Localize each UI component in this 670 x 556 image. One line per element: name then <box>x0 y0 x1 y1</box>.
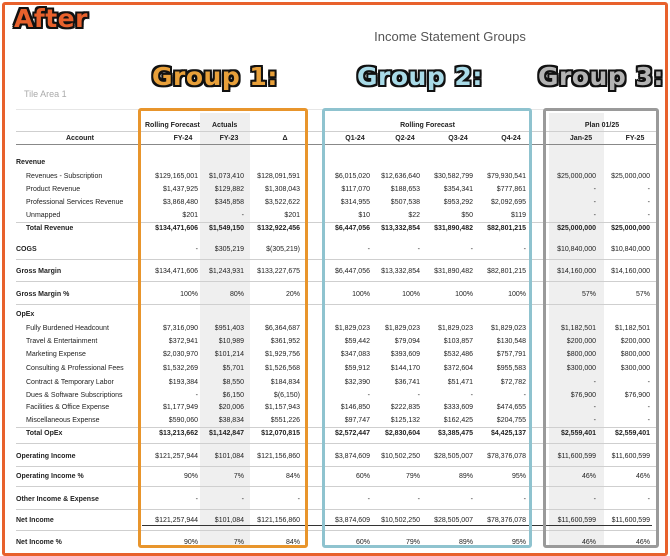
cell-value: 100% <box>455 291 473 298</box>
cell-value: $6,015,020 <box>334 173 370 180</box>
header-column: FY-24 <box>173 135 193 142</box>
cell-value: $1,526,568 <box>264 365 300 372</box>
cell-value: $1,182,501 <box>560 325 596 332</box>
cell-value: 100% <box>402 291 420 298</box>
cell-value: $31,890,482 <box>434 268 473 275</box>
header-actuals: Actuals <box>212 122 238 129</box>
cell-value: $25,000,000 <box>557 225 596 232</box>
row-label: Net Income % <box>16 539 62 546</box>
header-rolling-forecast: Rolling Forecast <box>145 122 200 129</box>
cell-value: $2,559,401 <box>614 430 650 437</box>
cell-value: $532,486 <box>443 351 473 358</box>
cell-value: $121,156,860 <box>257 453 300 460</box>
cell-value: $6,447,056 <box>334 268 370 275</box>
cell-value: $590,060 <box>168 417 198 424</box>
cell-value: - <box>593 212 596 219</box>
cell-value: $78,376,078 <box>487 453 526 460</box>
cell-value: $333,609 <box>443 404 473 411</box>
cell-value: $51,471 <box>447 379 473 386</box>
cell-value: $372,941 <box>168 338 198 345</box>
cell-value: $72,782 <box>500 379 526 386</box>
cell-value: 79% <box>405 473 420 480</box>
cell-value: - <box>647 212 650 219</box>
cell-value: 46% <box>635 539 650 546</box>
cell-value: $4,425,137 <box>490 430 526 437</box>
header-column: Jan-25 <box>569 135 593 142</box>
cell-value: 90% <box>183 539 198 546</box>
cell-value: $300,000 <box>620 365 650 372</box>
cell-value: - <box>367 392 370 399</box>
cell-value: $1,549,150 <box>208 225 244 232</box>
tile-area-label[interactable]: Tile Area 1 <box>24 89 67 99</box>
row-label: Total OpEx <box>26 430 63 437</box>
cell-value: 90% <box>183 473 198 480</box>
cell-value: 20% <box>285 291 300 298</box>
cell-value: $30,582,799 <box>434 173 473 180</box>
row-label: Travel & Entertainment <box>26 338 98 345</box>
cell-value: $11,600,599 <box>611 453 650 460</box>
cell-value: $97,747 <box>344 417 370 424</box>
cell-value: $144,170 <box>390 365 420 372</box>
cell-value: $204,755 <box>496 417 526 424</box>
cell-value: $129,882 <box>214 186 244 193</box>
cell-value: $130,548 <box>496 338 526 345</box>
cell-value: $193,384 <box>168 379 198 386</box>
header-column: FY-23 <box>219 135 239 142</box>
cell-value: $13,332,854 <box>381 268 420 275</box>
cell-value: $25,000,000 <box>557 173 596 180</box>
cell-value: - <box>241 212 244 219</box>
row-label: Marketing Expense <box>26 351 86 358</box>
cell-value: $1,929,756 <box>264 351 300 358</box>
cell-value: - <box>647 417 650 424</box>
cell-value: 100% <box>352 291 370 298</box>
cell-value: $10,502,250 <box>381 453 420 460</box>
group-2-highlight-box <box>322 108 532 548</box>
cell-value: $25,000,000 <box>611 173 650 180</box>
cell-value: - <box>417 392 420 399</box>
row-label: Unmapped <box>26 212 61 219</box>
row-label: Total Revenue <box>26 225 74 232</box>
cell-value: - <box>241 496 244 503</box>
cell-value: $6,447,056 <box>334 225 370 232</box>
header-column: Q3-24 <box>448 135 468 142</box>
cell-value: $78,376,078 <box>487 517 526 524</box>
row-label: Gross Margin <box>16 268 62 275</box>
cell-value: $10,502,250 <box>381 517 420 524</box>
cell-value: - <box>593 496 596 503</box>
cell-value: $777,861 <box>496 186 526 193</box>
cell-value: $101,084 <box>214 453 244 460</box>
cell-value: - <box>647 379 650 386</box>
row-label: Fully Burdened Headcount <box>26 325 109 332</box>
cell-value: $1,532,269 <box>162 365 198 372</box>
cell-value: $134,471,606 <box>155 225 198 232</box>
cell-value: $11,600,599 <box>611 517 650 524</box>
header-column: Q2-24 <box>395 135 415 142</box>
cell-value: $31,890,482 <box>434 225 473 232</box>
header-plan: Plan 01/25 <box>584 122 620 129</box>
cell-value: - <box>417 246 420 253</box>
cell-value: $1,142,847 <box>208 430 244 437</box>
cell-value: $1,829,023 <box>384 325 420 332</box>
cell-value: $13,213,662 <box>159 430 198 437</box>
cell-value: $82,801,215 <box>487 268 526 275</box>
cell-value: 84% <box>285 473 300 480</box>
row-label: Revenue <box>16 159 46 166</box>
row-label: COGS <box>16 246 37 253</box>
cell-value: 60% <box>355 539 370 546</box>
header-column: Δ <box>282 135 288 142</box>
cell-value: $13,332,854 <box>381 225 420 232</box>
cell-value: $1,157,943 <box>264 404 300 411</box>
cell-value: $7,316,090 <box>162 325 198 332</box>
group-3-label: Group 3: <box>538 62 664 91</box>
cell-value: $50 <box>461 212 473 219</box>
header-column: Q1-24 <box>345 135 365 142</box>
cell-value: $121,257,944 <box>155 517 198 524</box>
cell-value: $200,000 <box>566 338 596 345</box>
cell-value: - <box>647 199 650 206</box>
cell-value: $103,857 <box>443 338 473 345</box>
cell-value: - <box>523 496 526 503</box>
row-label: Other Income & Expense <box>16 496 99 503</box>
header-account: Account <box>66 135 94 142</box>
cell-value: $8,550 <box>222 379 244 386</box>
cell-value: 89% <box>458 539 473 546</box>
cell-value: $2,092,695 <box>490 199 526 206</box>
group-1-label: Group 1: <box>152 62 278 91</box>
cell-value: $162,425 <box>443 417 473 424</box>
cell-value: - <box>367 246 370 253</box>
cell-value: $3,874,609 <box>334 517 370 524</box>
cell-value: $3,874,609 <box>334 453 370 460</box>
cell-value: $59,912 <box>344 365 370 372</box>
cell-value: 46% <box>581 539 596 546</box>
cell-value: $6,150 <box>222 392 244 399</box>
cell-value: $1,829,023 <box>437 325 473 332</box>
cell-value: $300,000 <box>566 365 596 372</box>
cell-value: $10,840,000 <box>611 246 650 253</box>
cell-value: $474,655 <box>496 404 526 411</box>
cell-value: $79,094 <box>394 338 420 345</box>
cell-value: - <box>470 496 473 503</box>
cell-value: $2,572,447 <box>334 430 370 437</box>
cell-value: 57% <box>635 291 650 298</box>
cell-value: $507,538 <box>390 199 420 206</box>
cell-value: $10 <box>358 212 370 219</box>
header-rolling-forecast: Rolling Forecast <box>400 122 455 129</box>
cell-value: $36,741 <box>394 379 420 386</box>
cell-value: $11,600,599 <box>557 517 596 524</box>
cell-value: $133,227,675 <box>257 268 300 275</box>
cell-value: $28,505,007 <box>434 453 473 460</box>
cell-value: $1,073,410 <box>208 173 244 180</box>
cell-value: $125,132 <box>390 417 420 424</box>
cell-value: $121,257,944 <box>155 453 198 460</box>
cell-value: $953,292 <box>443 199 473 206</box>
cell-value: $201 <box>182 212 198 219</box>
cell-value: $22 <box>408 212 420 219</box>
cell-value: $12,070,815 <box>261 430 300 437</box>
cell-value: $76,900 <box>624 392 650 399</box>
row-label: Miscellaneous Expense <box>26 417 100 424</box>
cell-value: - <box>195 496 198 503</box>
group-2-label: Group 2: <box>357 62 483 91</box>
cell-value: $134,471,606 <box>155 268 198 275</box>
cell-value: $951,403 <box>214 325 244 332</box>
cell-value: $184,834 <box>270 379 300 386</box>
cell-value: $5,701 <box>222 365 244 372</box>
cell-value: $955,583 <box>496 365 526 372</box>
cell-value: $1,829,023 <box>334 325 370 332</box>
cell-value: $121,156,860 <box>257 517 300 524</box>
cell-value: 95% <box>511 473 526 480</box>
row-label: Product Revenue <box>26 186 81 193</box>
cell-value: $1,308,043 <box>264 186 300 193</box>
cell-value: $2,030,970 <box>162 351 198 358</box>
cell-value: $82,801,215 <box>487 225 526 232</box>
cell-value: - <box>593 379 596 386</box>
cell-value: - <box>523 246 526 253</box>
row-label: Dues & Software Subscriptions <box>26 392 123 399</box>
cell-value: 46% <box>581 473 596 480</box>
cell-value: $1,829,023 <box>490 325 526 332</box>
cell-value: $222,835 <box>390 404 420 411</box>
cell-value: $393,609 <box>390 351 420 358</box>
cell-value: $305,219 <box>214 246 244 253</box>
after-label: After <box>14 4 88 33</box>
cell-value: $76,900 <box>570 392 596 399</box>
cell-value: - <box>367 496 370 503</box>
cell-value: $146,850 <box>340 404 370 411</box>
header-column: Q4-24 <box>501 135 521 142</box>
cell-value: 60% <box>355 473 370 480</box>
cell-value: $59,442 <box>344 338 370 345</box>
cell-value: $119 <box>510 212 526 219</box>
cell-value: 100% <box>508 291 526 298</box>
cell-value: 7% <box>233 539 244 546</box>
row-label: Professional Services Revenue <box>26 199 124 206</box>
cell-value: $347,083 <box>340 351 370 358</box>
cell-value: $1,437,925 <box>162 186 198 193</box>
cell-value: - <box>593 186 596 193</box>
cell-value: $354,341 <box>443 186 473 193</box>
cell-value: - <box>195 246 198 253</box>
cell-value: $11,600,599 <box>557 453 596 460</box>
cell-value: $38,834 <box>218 417 244 424</box>
cell-value: - <box>647 496 650 503</box>
cell-value: 7% <box>233 473 244 480</box>
cell-value: $25,000,000 <box>611 225 650 232</box>
row-label: Operating Income <box>16 453 76 460</box>
cell-value: $800,000 <box>620 351 650 358</box>
cell-value: $132,922,456 <box>257 225 300 232</box>
cell-value: 46% <box>635 473 650 480</box>
cell-value: $128,091,591 <box>257 173 300 180</box>
cell-value: $2,559,401 <box>560 430 596 437</box>
page-title: Income Statement Groups <box>374 29 526 44</box>
header-column: FY-25 <box>625 135 645 142</box>
cell-value: $20,006 <box>218 404 244 411</box>
cell-value: $1,243,931 <box>208 268 244 275</box>
cell-value: $129,165,001 <box>155 173 198 180</box>
cell-value: 95% <box>511 539 526 546</box>
cell-value: $201 <box>284 212 300 219</box>
cell-value: $800,000 <box>566 351 596 358</box>
cell-value: $(6,150) <box>273 392 300 399</box>
cell-value: $372,604 <box>443 365 473 372</box>
cell-value: $28,505,007 <box>434 517 473 524</box>
cell-value: $345,858 <box>214 199 244 206</box>
row-label: OpEx <box>16 311 35 318</box>
row-label: Net Income <box>16 517 54 524</box>
cell-value: $(305,219) <box>266 246 300 253</box>
cell-value: 84% <box>285 539 300 546</box>
row-label: Facilities & Office Expense <box>26 404 110 411</box>
cell-value: - <box>417 496 420 503</box>
cell-value: - <box>647 404 650 411</box>
row-label: Operating Income % <box>16 473 84 480</box>
row-label: Consulting & Professional Fees <box>26 365 124 372</box>
cell-value: $79,930,541 <box>487 173 526 180</box>
cell-value: $200,000 <box>620 338 650 345</box>
row-label: Gross Margin % <box>16 291 70 298</box>
cell-value: $14,160,000 <box>557 268 596 275</box>
cell-value: $1,177,949 <box>162 404 198 411</box>
cell-value: $10,989 <box>218 338 244 345</box>
cell-value: $2,830,604 <box>384 430 420 437</box>
cell-value: - <box>647 186 650 193</box>
cell-value: $3,868,480 <box>162 199 198 206</box>
cell-value: 89% <box>458 473 473 480</box>
cell-value: - <box>593 417 596 424</box>
cell-value: $757,791 <box>496 351 526 358</box>
cell-value: $101,084 <box>214 517 244 524</box>
cell-value: $117,070 <box>341 186 370 193</box>
cell-value: $551,226 <box>270 417 300 424</box>
cell-value: - <box>470 246 473 253</box>
cell-value: 100% <box>180 291 198 298</box>
cell-value: - <box>297 496 300 503</box>
cell-value: $361,952 <box>270 338 300 345</box>
cell-value: 79% <box>405 539 420 546</box>
group-3-highlight-box <box>543 108 659 548</box>
cell-value: 80% <box>229 291 244 298</box>
cell-value: $10,840,000 <box>557 246 596 253</box>
cell-value: $3,522,622 <box>264 199 300 206</box>
cell-value: $14,160,000 <box>611 268 650 275</box>
cell-value: $3,385,475 <box>437 430 473 437</box>
cell-value: $101,214 <box>214 351 244 358</box>
cell-value: $12,636,640 <box>381 173 420 180</box>
cell-value: $314,955 <box>340 199 370 206</box>
cell-value: $6,364,687 <box>264 325 300 332</box>
cell-value: - <box>593 404 596 411</box>
row-label: Contract & Temporary Labor <box>26 379 114 386</box>
row-label: Revenues - Subscription <box>26 173 103 180</box>
cell-value: 57% <box>581 291 596 298</box>
cell-value: - <box>470 392 473 399</box>
group-1-highlight-box <box>138 108 308 548</box>
cell-value: - <box>195 392 198 399</box>
cell-value: $188,653 <box>390 186 420 193</box>
cell-value: $32,390 <box>344 379 370 386</box>
cell-value: - <box>593 199 596 206</box>
cell-value: - <box>523 392 526 399</box>
cell-value: $1,182,501 <box>614 325 650 332</box>
